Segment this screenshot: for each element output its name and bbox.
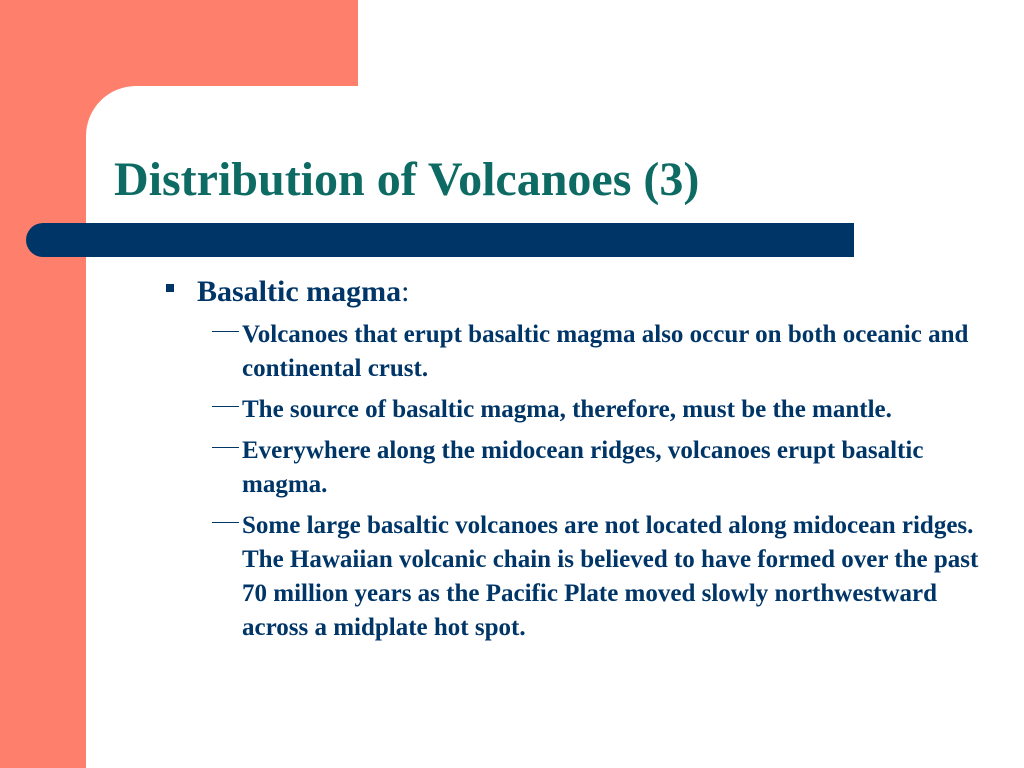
sub-point-list — [212, 318, 1002, 652]
sub-point — [212, 434, 1002, 502]
dash-bullet-icon — [212, 447, 239, 448]
title-divider-bar — [26, 223, 854, 257]
background-top-right — [358, 0, 1024, 86]
sub-point — [212, 393, 1002, 427]
dash-bullet-icon — [212, 406, 239, 407]
bullet-suffix: : — [401, 275, 410, 308]
sub-point-text: Some large basaltic volcanoes are not located along midocean ridges. The Hawaiian volcanic chain is believed to have formed over the past 70 million years as the Pacific Plate moved slowly northwestward across a midplate hot spot. — [242, 512, 979, 641]
dash-bullet-icon — [212, 522, 239, 523]
sub-point-text: The source of basaltic magma, therefore, must be the mantle. — [242, 396, 892, 423]
square-bullet-icon — [166, 284, 174, 292]
slide-title: Distribution of Volcanoes (3) — [114, 153, 700, 206]
sub-point — [212, 509, 1002, 645]
sub-point-text: Everywhere along the midocean ridges, volcanoes erupt basaltic magma. — [242, 437, 924, 498]
bullet-heading — [197, 273, 409, 311]
sub-point-text: Volcanoes that erupt basaltic magma also occur on both oceanic and continental crust. — [242, 321, 969, 382]
bullet-label: Basaltic magma — [197, 275, 402, 308]
sub-point — [212, 318, 1002, 386]
dash-bullet-icon — [212, 331, 239, 332]
